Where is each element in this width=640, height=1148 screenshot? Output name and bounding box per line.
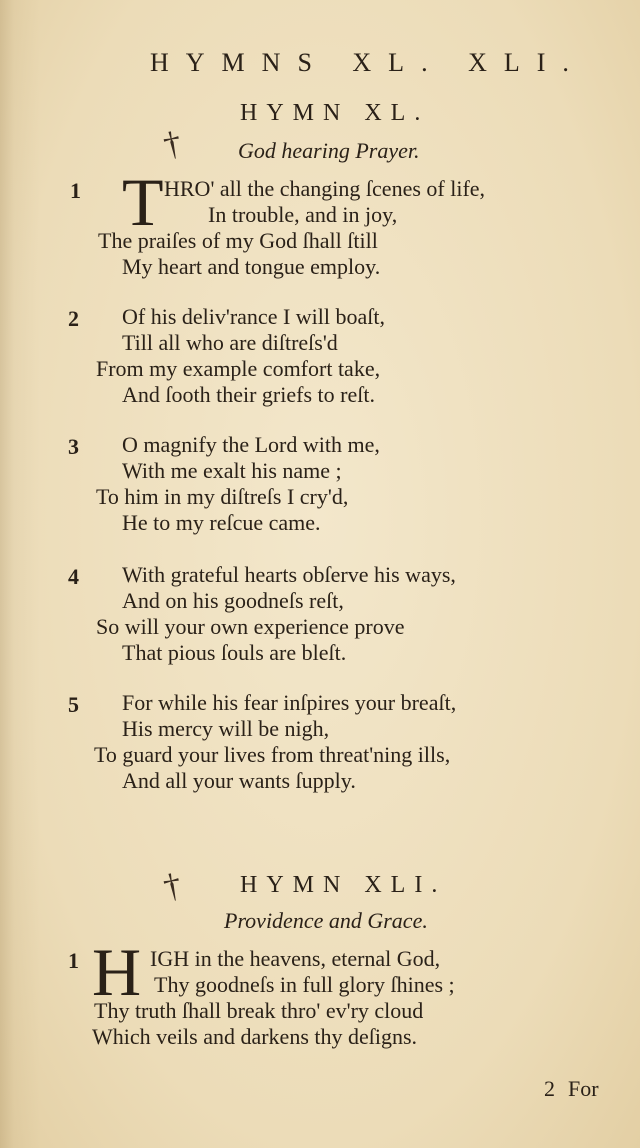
verse-line: His mercy will be nigh, [122, 716, 330, 741]
hymn-41-marginal-mark: † [160, 866, 185, 907]
hymn-40-marginal-mark: † [160, 124, 185, 165]
verse-line: And on his goodneſs reſt, [122, 588, 344, 613]
stanza-number: 1 [70, 178, 81, 203]
hymn-41-title: HYMN XLI. [240, 872, 447, 898]
verse-line: To guard your lives from threat'ning ills, [94, 742, 451, 767]
drop-cap: T [122, 164, 164, 240]
drop-cap: H [92, 934, 142, 1010]
stanza-number: 4 [68, 564, 79, 589]
verse-line: Thy truth ſhall break thro' ev'ry cloud [94, 998, 424, 1023]
verse-line: Of his deliv'rance I will boaſt, [122, 304, 386, 329]
hymn-41-subtitle: Providence and Grace. [224, 908, 428, 933]
verse-line: With grateful hearts obſerve his ways, [122, 562, 456, 587]
stanza-number: 3 [68, 434, 79, 459]
verse-line: Till all who are diſtreſs'd [122, 330, 338, 355]
verse-line: From my example comfort take, [96, 356, 381, 381]
hymn-40-title: HYMN XL. [240, 100, 430, 126]
verse-line: So will your own experience prove [96, 614, 405, 639]
verse-line: In trouble, and in joy, [208, 202, 398, 227]
verse-line: HRO' all the changing ſcenes of life, [164, 176, 486, 201]
stanza-number: 5 [68, 692, 79, 717]
verse-line: My heart and tongue employ. [122, 254, 381, 279]
verse-line: For while his fear inſpires your breaſt, [122, 690, 457, 715]
stanza-number: 2 [68, 306, 79, 331]
verse-line: IGH in the heavens, eternal God, [150, 946, 441, 971]
verse-line: O magnify the Lord with me, [122, 432, 380, 457]
verse-line: Which veils and darkens thy deſigns. [92, 1024, 418, 1049]
hymn-40-subtitle: God hearing Prayer. [238, 138, 420, 163]
verse-line: That pious ſouls are bleſt. [122, 640, 347, 665]
verse-line: With me exalt his name ; [122, 458, 342, 483]
verse-line: He to my reſcue came. [122, 510, 321, 535]
verse-line: And all your wants ſupply. [122, 768, 356, 793]
verse-line: And ſooth their griefs to reſt. [122, 382, 375, 407]
verse-line: The praiſes of my God ſhall ſtill [98, 228, 378, 253]
signature-mark: 2 [544, 1076, 555, 1101]
verse-line: To him in my diſtreſs I cry'd, [96, 484, 349, 509]
stanza-number: 1 [68, 948, 79, 973]
catchword: For [568, 1076, 599, 1101]
running-head: HYMNS XL. XLI. [150, 48, 586, 77]
verse-line: Thy goodneſs in full glory ſhines ; [154, 972, 455, 997]
